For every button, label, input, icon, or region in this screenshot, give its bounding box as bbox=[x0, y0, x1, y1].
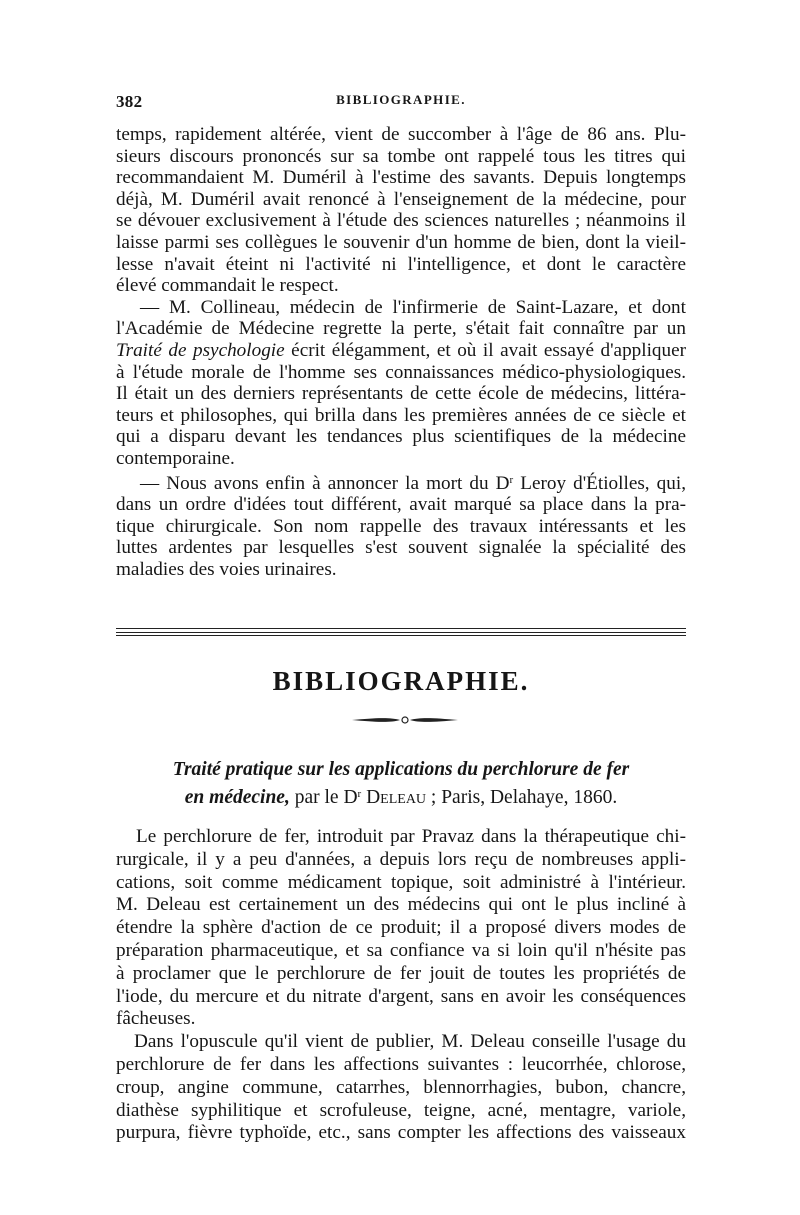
text-fragment: écrit élégamment, et où il avait essayé d'appliquer bbox=[284, 339, 687, 361]
review-text bbox=[116, 826, 686, 1145]
superscript: r bbox=[509, 473, 514, 486]
text-line: cations, soit comme médicament topique, soit administré à l'intérieur. bbox=[116, 871, 686, 893]
text-line: croup, angine commune, catarrhes, blennorrhagies, bubon, chancre, bbox=[116, 1076, 686, 1098]
text-line: dans un ordre d'idées tout différent, avait marqué sa place dans la pra- bbox=[116, 494, 686, 516]
author-prefix: par le D bbox=[289, 787, 358, 808]
text-line bbox=[116, 470, 686, 495]
text-line bbox=[116, 340, 686, 362]
book-citation bbox=[116, 758, 686, 810]
obituary-paragraph-2 bbox=[116, 297, 686, 470]
text-line: M. Deleau est certainement un des médecins qui ont le plus incliné à bbox=[116, 894, 686, 916]
text-line: tique chirurgicale. Son nom rappelle des travaux intéressants et les bbox=[116, 515, 686, 537]
book-title-line: Traité pratique sur les applications du perchlorure de fer bbox=[172, 759, 630, 780]
text-line: — M. Collineau, médecin de l'infirmerie de Saint-Lazare, et dont bbox=[140, 296, 686, 318]
text-line: diathèse syphilitique et scrofuleuse, teigne, acné, mentagre, variole, bbox=[116, 1099, 686, 1121]
text-line: fâcheuses. bbox=[116, 1008, 196, 1030]
obituary-text bbox=[116, 124, 686, 580]
text-line: teurs et philosophes, qui brilla dans les premières années de ce siècle et bbox=[116, 404, 686, 426]
divider-rule bbox=[116, 628, 686, 629]
superscript: r bbox=[357, 788, 362, 800]
obituary-paragraph-3 bbox=[116, 470, 686, 581]
text-line: déjà, M. Duméril avait renoncé à l'enseignement de la médecine, pour bbox=[116, 188, 686, 210]
text-line: Il était un des derniers représentants de cette école de médecins, littéra- bbox=[116, 383, 686, 405]
text-line: Le perchlorure de fer, introduit par Pravaz dans la thérapeutique chi- bbox=[136, 826, 686, 847]
page-header bbox=[116, 92, 686, 120]
text-line: préparation pharmaceutique, et sa confiance va si loin qu'il n'hésite pas bbox=[116, 939, 686, 961]
text-line: se dévouer exclusivement à l'étude des sciences naturelles ; néanmoins il bbox=[116, 210, 686, 232]
text-line: étendre la sphère d'action de ce produit; il a proposé divers modes de bbox=[116, 917, 686, 939]
ornament-flourish-icon bbox=[350, 712, 460, 728]
page-number: 382 bbox=[116, 92, 143, 111]
text-line: lesse n'avait éteint ni l'activité ni l'intelligence, et dont le caractère bbox=[116, 253, 686, 275]
text-line: sieurs discours prononcés sur sa tombe ont rappelé tous les titres qui bbox=[116, 145, 686, 167]
section-divider bbox=[116, 628, 686, 636]
text-line: l'Académie de Médecine regrette la perte, s'était fait connaître par un bbox=[116, 318, 686, 340]
text-line: élevé commandait le respect. bbox=[116, 275, 339, 297]
divider-rule bbox=[116, 635, 686, 636]
author-name: Deleau bbox=[361, 787, 427, 808]
section-title: BIBLIOGRAPHIE. bbox=[272, 666, 530, 696]
text-line: luttes ardentes par lesquelles s'est souvent signalée la spécialité des bbox=[116, 537, 686, 559]
divider-rule bbox=[116, 632, 686, 633]
text-line: perchlorure de fer dans les affections suivantes : leucorrhée, chlorose, bbox=[116, 1053, 686, 1075]
text-line: maladies des voies urinaires. bbox=[116, 558, 337, 580]
text-line: temps, rapidement altérée, vient de succomber à l'âge de 86 ans. Plu- bbox=[116, 124, 686, 145]
text-line: recommandaient M. Duméril à l'estime des savants. Depuis longtemps bbox=[116, 167, 686, 189]
running-title: BIBLIOGRAPHIE. bbox=[336, 92, 466, 107]
text-line: l'iode, du mercure et du nitrate d'argent, sans en avoir les conséquences bbox=[116, 985, 686, 1007]
publisher: ; Paris, Delahaye, 1860. bbox=[426, 787, 618, 808]
text-line: Dans l'opuscule qu'il vient de publier, M. Deleau conseille l'usage du bbox=[134, 1031, 686, 1053]
text-fragment: Leroy d'Étiolles, qui, bbox=[513, 472, 686, 494]
review-paragraph-2 bbox=[116, 1031, 686, 1145]
book-title-line: en médecine, bbox=[184, 787, 290, 808]
obituary-paragraph-1 bbox=[116, 124, 686, 297]
text-line: à proclamer que le perchlorure de fer jouit de toutes les propriétés de bbox=[116, 962, 686, 984]
text-fragment: — Nous avons enfin à annoncer la mort du D bbox=[140, 472, 510, 494]
book-citation-line bbox=[116, 782, 686, 810]
text-line: rurgicale, il y a peu d'années, a depuis lors reçu de nombreuses appli- bbox=[116, 848, 686, 870]
text-line: à l'étude morale de l'homme ses connaissances médico-physiologiques. bbox=[116, 361, 686, 383]
review-paragraph-1 bbox=[116, 826, 686, 1031]
text-line: contemporaine. bbox=[116, 447, 235, 469]
text-line: purpura, fièvre typhoïde, etc., sans compter les affections des vaisseaux bbox=[116, 1122, 686, 1144]
text-line: qui a disparu devant les tendances plus scientifiques de la médecine bbox=[116, 426, 686, 448]
book-reference: Traité de psychologie bbox=[116, 339, 285, 361]
text-line: laisse parmi ses collègues le souvenir d'un homme de bien, dont la vieil- bbox=[116, 231, 686, 253]
